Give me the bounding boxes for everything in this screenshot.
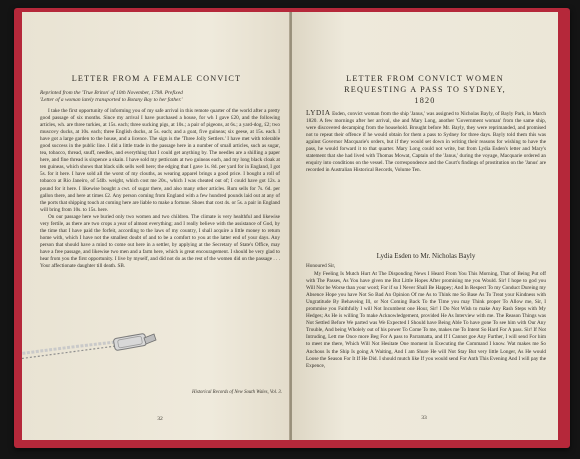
left-page-title: LETTER FROM A FEMALE CONVICT bbox=[71, 74, 242, 83]
source-citation: Historical Records of New South Wales, Vol. 3. bbox=[192, 390, 282, 395]
page-number-right: 33 bbox=[421, 415, 427, 421]
right-page bbox=[292, 12, 558, 440]
right-page-title-line2: REQUESTING A PASS TO SYDNEY, bbox=[344, 85, 506, 94]
paragraph: On our passage here we buried only two women and two children. The climate is very healthful and likewise very fertile, as there are two crops a year of almost everything; and I really believe with the assistance of God, by the time that I have paid the forfeit, according to the laws of my country, I shall acquire a little money to return home with, which I have not the smallest doubt of and to be a comfort to you at the latter end of your days. Any person that should have a mind to come out here in a settler, by applying at the Secretary of State's Office, may have a free passage, and likewise two men and a farm here, which is great encouragement. I should be very glad to hear from you the first opportunity. I live by myself, and did not do as the rest of the women did on the passage . . . Your affectionate daughter till death. SB. bbox=[40, 213, 280, 270]
reprint-note-line2: 'Letter of a woman lately transported to Botany Bay to her father.' bbox=[40, 97, 183, 103]
paragraph: I take the first opportunity of informing you of my safe arrival in this remote quarter of the world after a pretty good passage of six months. Since my arrival I have purchased a house, for wh I gave £20, and the following articles, wh. are three turkies, at 15s. each; three sucking pigs, at 10s.; a pair of pigeons, at 6s.; a yard-dog, £2; two muscovy ducks, at 10s. each; three English ducks, at 5s. each; and a goat, five guineas; six geese, at 15s. each. I have got a large garden to the house, and a licence. The sign is the 'Three Jolly Settlers.' I have met with tolerable good success in the public line. I did a little trade in the passage here in a number of small articles, such as sugar, tea, tobacco, thread, snuff, needles, and everything that I could get anything by. The needles are a shilling a paper here, and fine thread is sixpence a skain. I have sold my petticoats at two guineas each, and my long black cloak at ten guineas, which shows that black silk sells well here; the edging that I gave 1s. 8d. per yard for in England, I got 5s. for it here. I have sold all the worst of my clouths, as wearing apparel brings a good price. I bought a roll of tobacco at Rio Janeiro, of 54lb. weight, which cost me 20s., which I was cheated out of; I could have got 12s. a pound for it here. I likewise bought a cwt. of sugar there, and also many other articles. Rum sells for 7s. 6d. per gallon there, and here at times £2. Any person coming from England with a few hundred pounds laid out at any of the ports that shipping touch at coming here are liable to make a fortune. Shoes that cost 4s. or 5s. a pair in England will bring from 10s. to 15s. here. bbox=[40, 108, 280, 213]
letter-subheading: Lydia Esden to Mr. Nicholas Bayly bbox=[376, 252, 476, 260]
intro-text: Esden, convict woman from the ship 'Janus,' was assigned to Nicholas Bayly, of Bayly Park, in March 1820. A few mornings after her arrival, she and Mary Long, another 'Government woman' from the same ship, were discovered decamping from the household. Brought before Mr. Bayly, they were reprimanded, and promised not to repeat their offence if he would obtain for them a pass to Sydney for three days. Bayly told them this was against Governor Macquarie's orders, but if they would set down in writing their reasons for wishing to have the pass, he would forward it to that quarter. Mary Long could not write, but from Lydia Esden's letter and Mary's statement that she had lived with Thomas Mowat, Captain of the 'Janus,' during the voyage, Macquarie ordered an enquiry into conditions on the vessel. The correspondence and the Court's findings of prostitution on the 'Janus' are recorded in Australian Historical Records, Volume Ten. bbox=[306, 111, 546, 174]
letter-paragraph: My Feeling Is Mutch Hurt At The Disponding News I Heard From You This Morning, That of Being Put off with The Passes, As You have given me But Little Hopes After promising me you Would. Sir! I hope to god you Will Nor be Worse than your word; For if so I Never Shall Be Happey; And In Respect To my Conduct Dureing my Absence Hope you have Not So Bad An Opinion Of me As to Think me So Base As To Treat your Kindness with Ungratitude By Behaveing Ill, or Not Coming Back To the Time you may Think proper To Allow me, Sir, I prommise you Faithfully I will Not Incumbent one Hour, Sir! I Do Not Wish to make Any Rash Steps with My Hedges; As He is willing To make Acknowledgement, provided He As Interview with me. The Reason Things was Not Settled Before We parted was We Expected I Should have Being Able To have gone To see him with Our Any Trouble, And being Wholely out of his power To Come To me, makes me To Intent So Hard For A pass. Sir! If Not Intruding, Lett me Once more Beg For A pass to Parramatta, and If I Cannot goe Any Further, I will send For him to meet me there, Which Will Not Hesitate One moment in Executing the Command I know. Wat makes me So Anchous Is the Ship Is going A Waiting, And I am Shure He will Not Stay But very little Longer, As He would Loose the Season For It If He Did. I should mutch like If you would send For Anth This Evening And I will pay the Expence, bbox=[306, 271, 546, 369]
salutation: Honoured Sir, bbox=[306, 263, 336, 269]
right-page-title-line1: LETTER FROM CONVICT WOMEN bbox=[346, 74, 504, 83]
right-page-intro bbox=[306, 110, 546, 250]
necklace-chain-image bbox=[22, 324, 158, 374]
intro-paragraph bbox=[306, 110, 546, 174]
page-number-left: 32 bbox=[157, 416, 163, 422]
letter-body bbox=[306, 271, 546, 404]
reprint-note-line1: Reprinted from the 'True Briton' of 10th November, 1798. Prefixed bbox=[40, 90, 183, 96]
intro-dropcap: LYDIA bbox=[306, 110, 331, 117]
right-page-title-line3: 1820 bbox=[414, 96, 436, 105]
left-page bbox=[22, 12, 291, 440]
